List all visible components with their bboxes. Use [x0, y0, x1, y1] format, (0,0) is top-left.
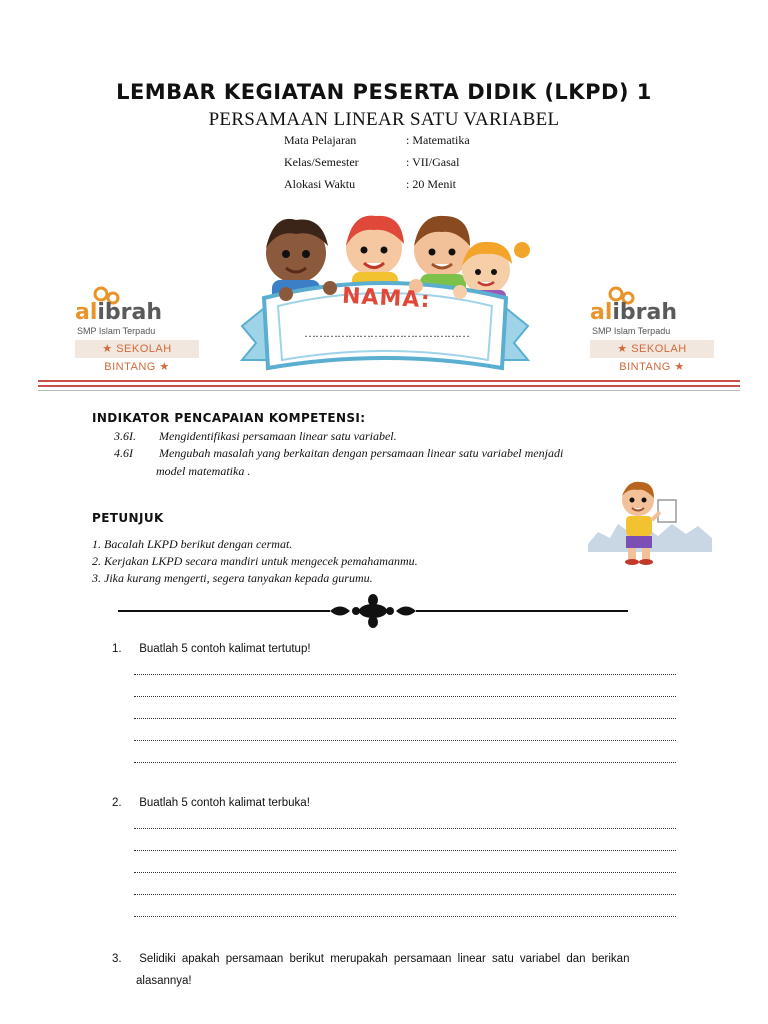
- indikator-item: [114, 446, 674, 461]
- question-text-cont: alasannya!: [136, 975, 192, 987]
- petunjuk-heading: PETUNJUK: [92, 511, 164, 525]
- answer-line[interactable]: [134, 914, 676, 917]
- answer-line[interactable]: [134, 716, 676, 719]
- question-2: [112, 797, 310, 809]
- meta-value: : Matematika: [406, 133, 470, 147]
- question-num: 3.: [112, 953, 122, 965]
- school-logo-left: [75, 286, 205, 373]
- petunjuk-item: 1. Bacalah LKPD berikut dengan cermat.: [92, 537, 293, 551]
- question-num: 2.: [112, 797, 122, 809]
- question-text: Selidiki apakah persamaan berikut merupakah persamaan linear satu variabel dan berikan: [139, 953, 630, 965]
- answer-line[interactable]: [134, 672, 676, 675]
- answer-line[interactable]: [134, 848, 676, 851]
- logo-subtitle: SMP Islam Terpadu: [592, 326, 671, 336]
- divider-line: [38, 390, 740, 391]
- name-field[interactable]: ………………………………………: [304, 326, 469, 340]
- logo-badge: ★ SEKOLAH BINTANG ★: [75, 340, 199, 358]
- question-num: 1.: [112, 643, 122, 655]
- meta-value: : 20 Menit: [406, 177, 456, 191]
- boy-icon: [588, 474, 712, 566]
- meta-key: Alokasi Waktu: [284, 177, 356, 191]
- indikator-num: 3.6I.: [114, 429, 136, 443]
- logo-subtitle: SMP Islam Terpadu: [77, 326, 156, 336]
- logo-name: alibrah: [590, 300, 678, 325]
- meta-key: Kelas/Semester: [284, 155, 359, 169]
- answer-line[interactable]: [134, 738, 676, 741]
- question-3: [112, 953, 678, 965]
- answer-line[interactable]: [134, 892, 676, 895]
- answer-line[interactable]: [134, 760, 676, 763]
- school-logo-right: [590, 286, 720, 373]
- ornament-icon: [118, 594, 628, 628]
- ornament-divider: [118, 594, 628, 628]
- divider-line: [38, 385, 740, 387]
- page-title: LEMBAR KEGIATAN PESERTA DIDIK (LKPD) 1: [116, 80, 652, 104]
- indikator-text-cont: model matematika .: [156, 464, 251, 478]
- petunjuk-item: 2. Kerjakan LKPD secara mandiri untuk mengecek pemahamanmu.: [92, 554, 418, 568]
- logo-badge: ★ SEKOLAH BINTANG ★: [590, 340, 714, 358]
- answer-line[interactable]: [134, 826, 676, 829]
- answer-line[interactable]: [134, 694, 676, 697]
- logo-name: alibrah: [75, 300, 163, 325]
- meta-key: Mata Pelajaran: [284, 133, 357, 147]
- divider-line: [38, 380, 740, 382]
- answer-line[interactable]: [134, 870, 676, 873]
- indikator-text: Mengubah masalah yang berkaitan dengan persamaan linear satu variabel menjadi: [159, 446, 564, 460]
- name-label: NAMA:: [341, 283, 432, 314]
- page-subtitle: PERSAMAAN LINEAR SATU VARIABEL: [208, 109, 560, 130]
- question-1: [112, 643, 311, 655]
- meta-value: : VII/Gasal: [406, 155, 460, 169]
- question-text: Buatlah 5 contoh kalimat terbuka!: [139, 797, 310, 809]
- student-illustration: [588, 474, 712, 566]
- name-banner-illustration: [234, 208, 536, 378]
- indikator-item: [114, 429, 397, 444]
- indikator-text: Mengidentifikasi persamaan linear satu variabel.: [159, 429, 397, 443]
- indikator-heading: INDIKATOR PENCAPAIAN KOMPETENSI:: [92, 411, 366, 425]
- petunjuk-item: 3. Jika kurang mengerti, segera tanyakan kepada gurumu.: [92, 571, 373, 585]
- question-text: Buatlah 5 contoh kalimat tertutup!: [139, 643, 311, 655]
- indikator-num: 4.6I: [114, 446, 133, 460]
